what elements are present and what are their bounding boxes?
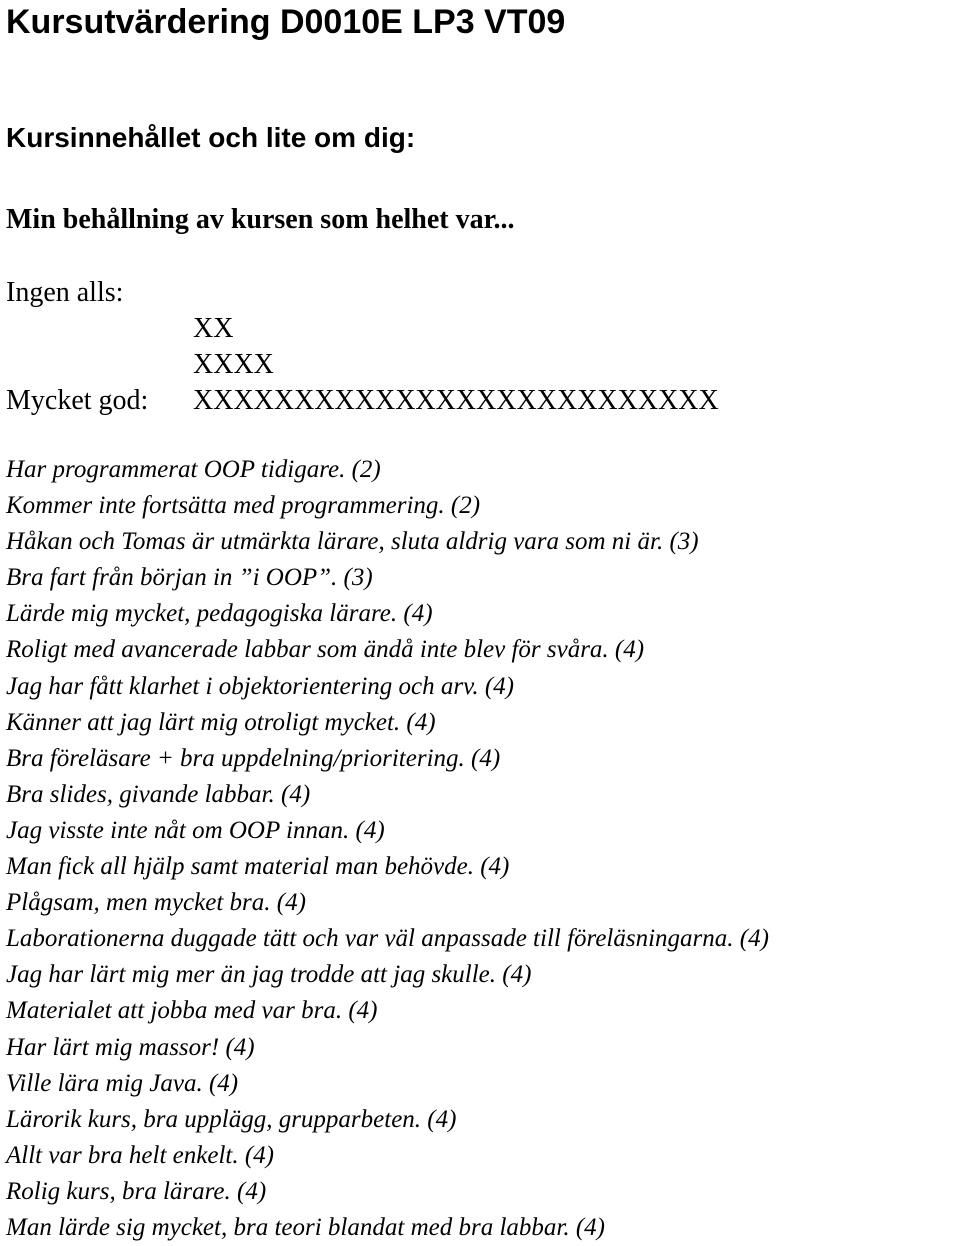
rating-row [6,311,946,347]
comment-item: Laborationerna duggade tätt och var väl anpassade till föreläsningarna. (4) [6,925,769,953]
section-heading: Kursinnehållet och lite om dig: [6,122,416,153]
comment-list [6,452,960,1246]
comment-item: Jag visste inte nåt om OOP innan. (4) [6,816,385,844]
comment-item: Roligt med avancerade labbar som ändå inte blev för svåra. (4) [6,636,645,664]
comment-item: Har lärt mig massor! (4) [6,1033,255,1061]
comment-item: Bra slides, givande labbar. (4) [6,780,311,808]
comment-item: Man fick all hjälp samt material man behövde. (4) [6,853,510,881]
rating-row [6,347,946,383]
comment-item: Rolig kurs, bra lärare. (4) [6,1177,267,1205]
question-heading: Min behållning av kursen som helhet var... [6,204,515,235]
rating-marks: XX [193,313,234,344]
rating-marks: XXXXXXXXXXXXXXXXXXXXXXXXXX [193,385,719,416]
comment-item: Plågsam, men mycket bra. (4) [6,889,306,917]
rating-label: Mycket god: [6,385,149,416]
comment-item: Man lärde sig mycket, bra teori blandat med bra labbar. (4) [6,1213,605,1241]
comment-item: Har programmerat OOP tidigare. (2) [6,456,381,483]
comment-item: Bra föreläsare + bra uppdelning/prioritering. (4) [6,744,501,772]
comment-item: Jag har fått klarhet i objektorientering och arv. (4) [6,672,515,700]
comment-item: Kommer inte fortsätta med programmering. (2) [6,492,481,520]
comment-item: Ville lära mig Java. (4) [6,1069,239,1097]
rating-row [6,383,946,419]
comment-item: Bra fart från början in ”i OOP”. (3) [6,564,373,592]
rating-label: Ingen alls: [6,277,124,308]
rating-marks: XXXX [193,349,274,380]
comment-item: Lärde mig mycket, pedagogiska lärare. (4) [6,600,433,628]
comment-item: Känner att jag lärt mig otroligt mycket. (4) [6,708,436,736]
rating-scale [6,275,946,419]
comment-item: Håkan och Tomas är utmärkta lärare, sluta aldrig vara som ni är. (3) [6,528,699,556]
rating-row [6,275,946,311]
comment-item: Materialet att jobba med var bra. (4) [6,997,378,1025]
page-title: Kursutvärdering D0010E LP3 VT09 [6,3,566,41]
comment-item: Lärorik kurs, bra upplägg, grupparbeten. (4) [6,1105,457,1133]
comment-item: Allt var bra helt enkelt. (4) [6,1141,274,1169]
comment-item: Jag har lärt mig mer än jag trodde att jag skulle. (4) [6,961,532,989]
